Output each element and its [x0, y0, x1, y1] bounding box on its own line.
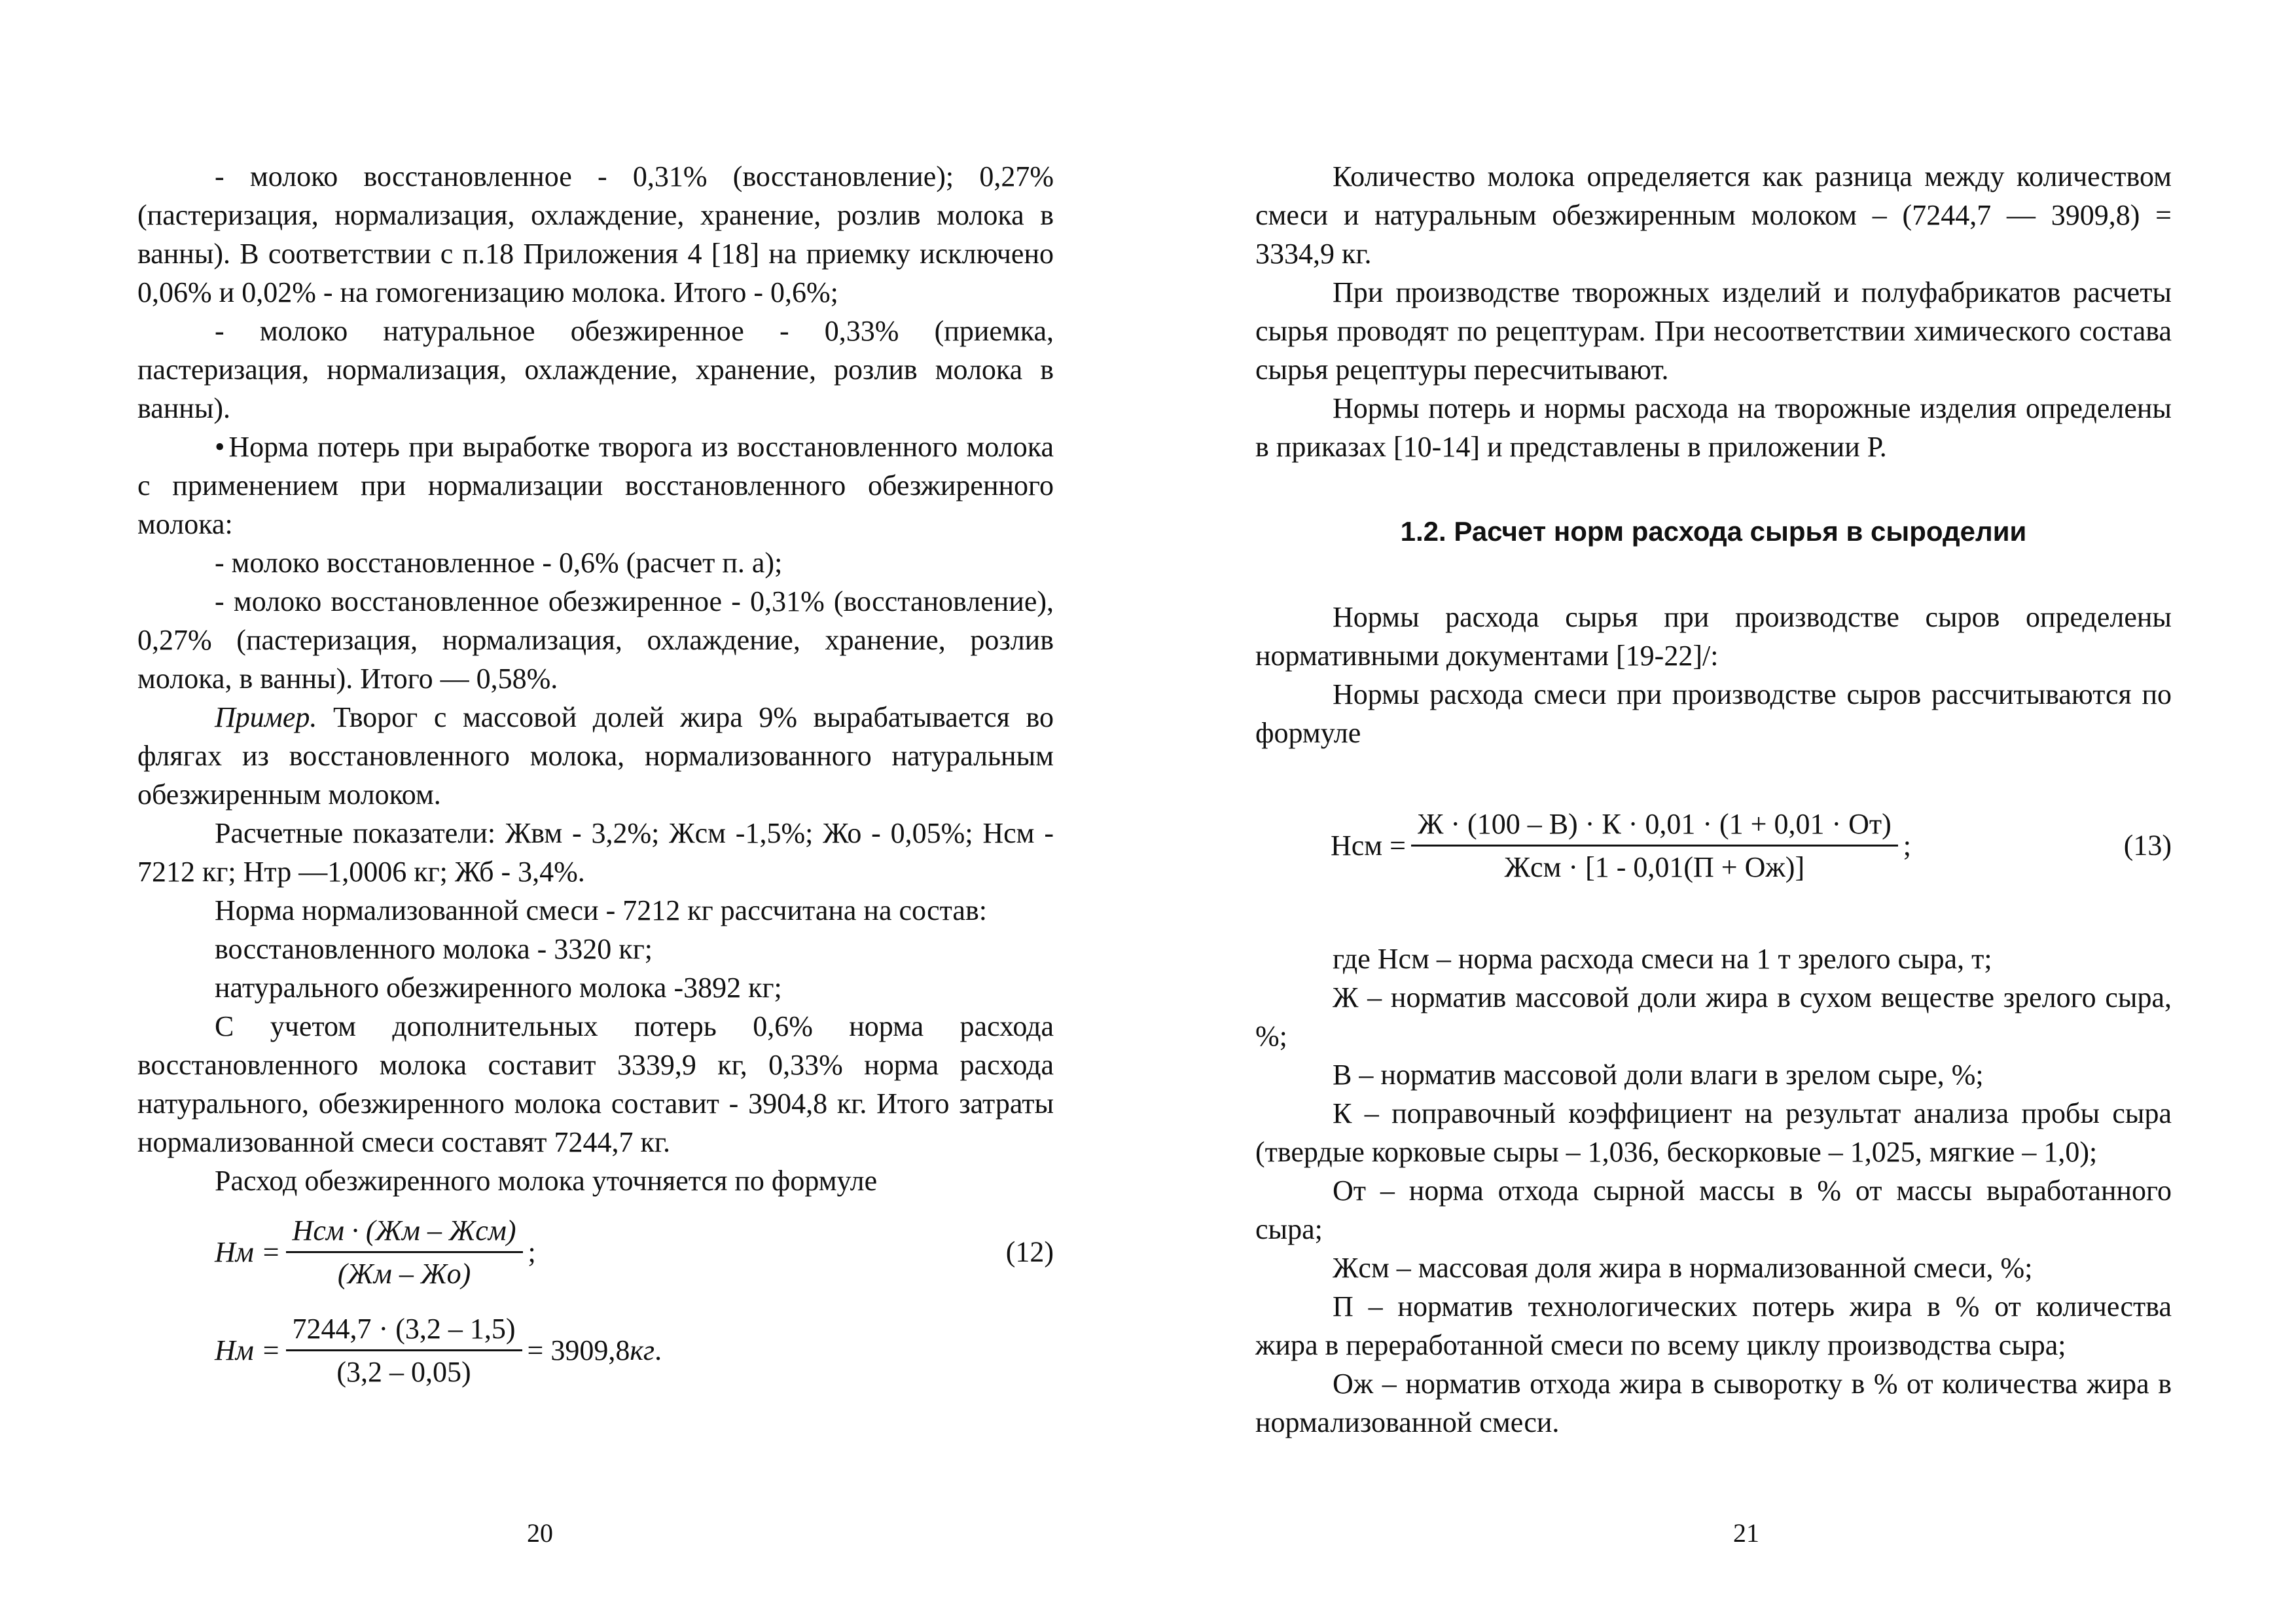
- definition-item: В – норматив массовой доли влаги в зрелом сыре, %;: [1333, 1059, 1984, 1091]
- definition-item: От – норма отхода сырной массы в % от массы выработанного сыра;: [1255, 1175, 2172, 1245]
- list-item: - молоко восстановленное обезжиренное - 0,31% (восстановление), 0,27% (пастеризация, нормализация, охлаждение, хранение, розлив молока, в ванны). Итого — 0,58%.: [137, 585, 1054, 695]
- formula-12b-tail: .: [655, 1334, 662, 1366]
- formula-12b-denominator: (3,2 – 0,05): [336, 1355, 471, 1388]
- formula-13-lhs: Нсм =: [1331, 829, 1406, 862]
- definition-item: П – норматив технологических потерь жира в % от количества жира в переработанной смеси по всему циклу производства сыра;: [1255, 1290, 2172, 1361]
- formula-12-computation: [137, 1301, 1054, 1399]
- indicators-paragraph: Расчетные показатели: Жвм - 3,2%; Жсм -1,5%; Жо - 0,05%; Нсм - 7212 кг; Нтр —1,0006 кг; Жб - 3,4%.: [137, 817, 1054, 888]
- formula-12b-numerator: 7244,7 · (3,2 – 1,5): [286, 1312, 522, 1351]
- formula-intro: Расход обезжиренного молока уточняется по формуле: [215, 1165, 878, 1197]
- section-heading: 1.2. Расчет норм расхода сырья в сыроделии: [1400, 516, 2027, 547]
- equation-number-13: (13): [2123, 829, 2172, 862]
- definition-item: Жсм – массовая доля жира в нормализованной смеси, %;: [1333, 1252, 2033, 1284]
- right-page: [1255, 157, 2172, 1442]
- left-page: [137, 157, 1054, 1399]
- paragraph-formula-intro: Нормы расхода смеси при производстве сыров рассчитываются по формуле: [1255, 678, 2172, 749]
- formula-13-denominator: Жсм · [1 - 0,01(П + Ож)]: [1504, 850, 1805, 883]
- formula-12b-result: = 3909,8: [527, 1334, 630, 1366]
- formula-12b-fraction: [286, 1312, 522, 1389]
- formula-12-tail: ;: [528, 1235, 536, 1268]
- paragraph-loss-norms: Нормы потерь и нормы расхода на творожные изделия определены в приказах [10-14] и представлены в приложении Р.: [1255, 392, 2172, 463]
- page-number-right: 21: [1733, 1518, 1759, 1548]
- definition-item: К – поправочный коэффициент на результат анализа пробы сыра (твердые корковые сыры – 1,036, бескорковые – 1,025, мягкие – 1,0);: [1255, 1097, 2172, 1168]
- page-number-left: 20: [527, 1518, 553, 1548]
- list-item: - молоко восстановленное - 0,6% (расчет п. а);: [215, 547, 783, 579]
- paragraph-milk-quantity: Количество молока определяется как разница между количеством смеси и натуральным обезжиренным молоком – (7244,7 — 3909,8) = 3334,9 кг.: [1255, 160, 2172, 270]
- formula-12-denominator: (Жм – Жо): [337, 1257, 471, 1290]
- formula-13-tail: ;: [1903, 829, 1912, 862]
- formula-12-lhs: Нм =: [215, 1235, 281, 1268]
- bullet-icon: •: [215, 431, 225, 463]
- formula-13: [1255, 788, 2172, 903]
- bullet-text: Норма потерь при выработке творога из восстановленного молока с применением при нормализации восстановленного обезжиренного молока:: [137, 431, 1054, 540]
- norm-mix-paragraph: Норма нормализованной смеси - 7212 кг рассчитана на состав:: [215, 894, 987, 926]
- example-label: Пример.: [215, 701, 317, 733]
- definition-item: где Нсм – норма расхода смеси на 1 т зрелого сыра, т;: [1333, 943, 1992, 975]
- example-paragraph: [137, 698, 1054, 814]
- definition-item: Ж – норматив массовой доли жира в сухом веществе зрелого сыра, %;: [1255, 981, 2172, 1052]
- paragraph-skim-milk: - молоко натуральное обезжиренное - 0,33% (приемка, пастеризация, нормализация, охлаждение, хранение, розлив молока в ванны).: [137, 315, 1054, 424]
- losses-paragraph: С учетом дополнительных потерь 0,6% норма расхода восстановленного молока составит 3339,9 кг, 0,33% норма расхода натурального, обезжиренного молока составит - 3904,8 кг. Итого затраты нормализованной смеси составят 7244,7 кг.: [137, 1010, 1054, 1158]
- formula-12-fraction: [286, 1214, 523, 1290]
- example-text: Творог с массовой долей жира 9% вырабатывается во флягах из восстановленного молока, нормализованного натуральным обезжиренным молоком.: [137, 701, 1054, 811]
- composition-item: восстановленного молока - 3320 кг;: [215, 933, 653, 965]
- composition-item: натурального обезжиренного молока -3892 кг;: [215, 972, 782, 1004]
- formula-13-fraction: [1411, 807, 1898, 884]
- equation-number-12: (12): [1005, 1235, 1054, 1268]
- bullet-paragraph: [137, 428, 1054, 543]
- paragraph-curd-products: При производстве творожных изделий и полуфабрикатов расчеты сырья проводят по рецептурам. При несоответствии химического состава сырья рецептуры пересчитывают.: [1255, 276, 2172, 386]
- formula-12: [137, 1203, 1054, 1301]
- paragraph-restored-milk: - молоко восстановленное - 0,31% (восстановление); 0,27% (пастеризация, нормализация, охлаждение, хранение, розлив молока в ванны). В соответствии с п.18 Приложения 4 [18] на приемку исключено 0,06% и 0,02% - на гомогенизацию молока. Итого - 0,6%;: [137, 160, 1054, 308]
- definition-item: Ож – норматив отхода жира в сыворотку в % от количества жира в нормализованной смеси.: [1255, 1368, 2172, 1438]
- paragraph-cheese-norms: Нормы расхода сырья при производстве сыров определены нормативными документами [19-22]/:: [1255, 601, 2172, 672]
- formula-12-numerator: Нсм · (Жм – Жсм): [286, 1214, 523, 1253]
- formula-12b-lhs: Нм =: [215, 1334, 281, 1366]
- formula-12b-unit: кг: [630, 1334, 655, 1366]
- formula-13-numerator: Ж · (100 – В) · К · 0,01 · (1 + 0,01 · От): [1411, 807, 1898, 847]
